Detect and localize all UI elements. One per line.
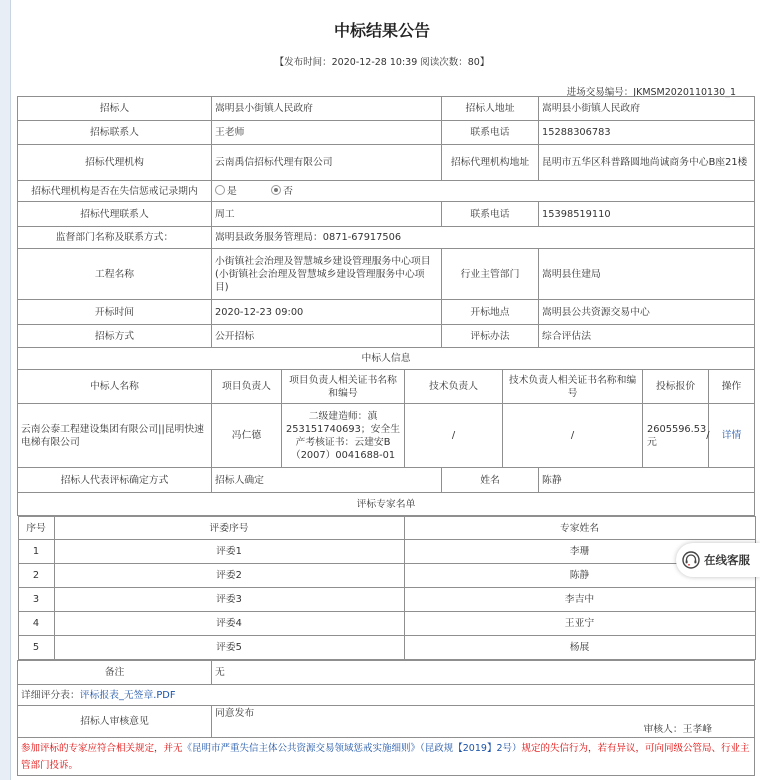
open-place-value: 嵩明县公共资源交易中心 [539,300,755,325]
open-time-label: 开标时间 [18,300,212,325]
report-prefix: 详细评分表： [21,689,80,701]
warning-text-a: 参加评标的专家应符合相关规定，并无 [21,742,183,754]
expert-no: 4 [18,612,54,636]
blacklist-options [212,181,755,202]
col-tech-cert: 技术负责人相关证书名称和编号 [503,370,643,404]
left-frame-bar [0,0,11,780]
expert-no: 1 [18,540,54,564]
radio-yes[interactable] [215,185,225,195]
headset-icon [682,551,700,569]
agency-value: 云南禹信招标代理有限公司 [212,145,442,181]
experts-table [18,516,756,660]
col-action: 操作 [709,370,755,404]
phone-label: 联系电话 [442,121,539,145]
expert-seat: 评委2 [54,564,404,588]
trade-number: 进场交易编号：JKMSM2020110130_1 [566,87,736,98]
expert-name: 陈静 [404,564,755,588]
open-time-value: 2020-12-23 09:00 [212,300,442,325]
page-title: 中标结果公告 [333,21,430,40]
supervisor-label: 监督部门名称及联系方式： [18,227,212,249]
open-place-label: 开标地点 [442,300,539,325]
industry-value: 嵩明县住建局 [539,249,755,300]
project-label: 工程名称 [18,249,212,300]
publish-meta: 【发布时间：2020-12-28 10:39 阅读次数：80】 [274,57,490,68]
remark-value: 无 [212,661,755,685]
winner-name: 云南公泰工程建设集团有限公司||昆明快速电梯有限公司 [18,404,212,468]
agency-address-value: 昆明市五华区科普路圆地尚诚商务中心B座21楼 [539,145,755,181]
review-value: 同意发布 [215,708,255,719]
expert-seat: 评委5 [54,636,404,660]
agency-label: 招标代理机构 [18,145,212,181]
tenderer-label: 招标人 [18,97,212,121]
col-expert-seat: 评委序号 [54,517,404,540]
report-pdf-link[interactable]: 评标报表_无签章.PDF [79,689,176,701]
warning-regulation: 《昆明市严重失信主体公共资源交易领域惩戒实施细则》（昆政规【2019】2号） [182,742,522,754]
review-label: 招标人审核意见 [18,706,212,738]
winner-pm-cert: 二级建造师：滇253151740693；安全生产考核证书：云建安B（2007）0041688-01 [282,404,405,468]
radio-no[interactable] [271,185,281,195]
review-cell [212,706,755,738]
winner-tech: / [405,404,503,468]
name-label: 姓名 [442,468,539,493]
tenderer-address-value: 嵩明县小街镇人民政府 [539,97,755,121]
col-tech: 技术负责人 [405,370,503,404]
col-expert-no: 序号 [18,517,54,540]
eval-value: 综合评估法 [539,325,755,348]
col-expert-name: 专家姓名 [404,517,755,540]
project-value: 小街镇社会治理及智慧城乡建设管理服务中心项目(小街镇社会治理及智慧城乡建设管理服务中心项目) [212,249,442,300]
online-service-label: 在线客服 [704,553,750,567]
report-row [18,685,755,706]
detail-link[interactable]: 详情 [721,430,742,441]
winner-tech-cert: / [503,404,643,468]
eval-label: 评标办法 [442,325,539,348]
rep-label: 招标人代表评标确定方式 [18,468,212,493]
expert-name: 李吉中 [404,588,755,612]
expert-name: 杨展 [404,636,755,660]
industry-label: 行业主管部门 [442,249,539,300]
winner-action-cell [709,404,755,468]
winner-price: 2605596.53元 [647,423,707,448]
agency-contact-label: 招标代理联系人 [18,202,212,227]
name-value: 陈静 [539,468,755,493]
winner-price-cell [643,404,709,468]
col-pm: 项目负责人 [212,370,282,404]
agency-phone-label: 联系电话 [442,202,539,227]
rep-value: 招标人确定 [212,468,442,493]
col-pm-cert: 项目负责人相关证书名称和编号 [282,370,405,404]
radio-no-label: 否 [283,185,293,197]
remark-label: 备注 [18,661,212,685]
expert-no: 3 [18,588,54,612]
agency-address-label: 招标代理机构地址 [442,145,539,181]
expert-name: 李珊 [404,540,755,564]
blacklist-label: 招标代理机构是否在失信惩戒记录期内 [18,181,212,202]
expert-seat: 评委1 [54,540,404,564]
warning-text-c: 规定的失信行为，若有异议，可向同级公管局、行业主管部门投诉。 [21,742,750,771]
reviewer: 审核人：王孝峰 [643,724,713,735]
phone-value: 15288306783 [539,121,755,145]
tenderer-value: 嵩明县小街镇人民政府 [212,97,442,121]
winner-price-extra: / [706,430,710,441]
winner-section-title: 中标人信息 [18,348,755,370]
tenderer-address-label: 招标人地址 [442,97,539,121]
method-value: 公开招标 [212,325,442,348]
winner-pm: 冯仁德 [212,404,282,468]
online-service-button[interactable] [676,543,760,577]
expert-seat: 评委3 [54,588,404,612]
agency-phone-value: 15398519110 [539,202,755,227]
col-winner-name: 中标人名称 [18,370,212,404]
expert-seat: 评委4 [54,612,404,636]
announcement-table [17,96,755,776]
expert-no: 2 [18,564,54,588]
contact-value: 王老师 [212,121,442,145]
expert-name: 王亚宁 [404,612,755,636]
warning-notice [18,738,755,776]
radio-yes-label: 是 [227,185,237,197]
expert-no: 5 [18,636,54,660]
agency-contact-value: 周工 [212,202,442,227]
supervisor-value: 嵩明县政务服务管理局：0871-67917506 [212,227,755,249]
experts-section-title: 评标专家名单 [18,493,755,516]
contact-label: 招标联系人 [18,121,212,145]
col-price: 投标报价 [643,370,709,404]
method-label: 招标方式 [18,325,212,348]
